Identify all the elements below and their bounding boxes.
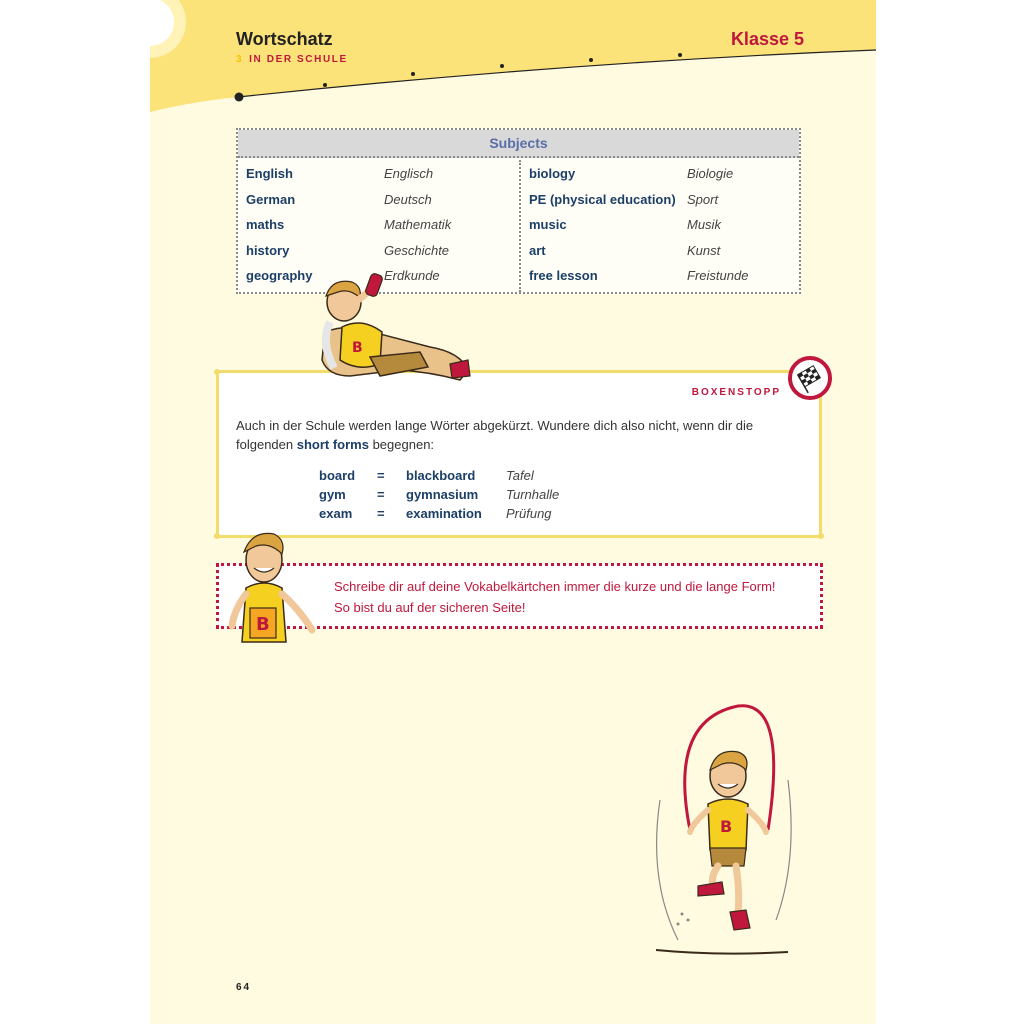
long-form: examination (406, 506, 482, 521)
reclining-character-illustration (310, 272, 472, 390)
vocab-row (521, 237, 801, 263)
tip-text (334, 576, 776, 618)
vocab-english: maths (246, 217, 285, 233)
timeline-dot-active (235, 93, 244, 102)
vocab-german: Biologie (687, 166, 734, 181)
vocab-german: Erdkunde (384, 268, 440, 284)
vocab-row (521, 211, 801, 237)
german-translation: Tafel (506, 468, 534, 483)
vocab-german: Mathematik (384, 217, 452, 233)
jump-rope-character-illustration (648, 700, 798, 962)
short-form: gym (319, 487, 346, 502)
boxenstopp-box (216, 370, 822, 538)
vocab-english: PE (physical education) (529, 191, 676, 207)
checkered-flag-icon (788, 356, 832, 400)
vocab-german: Deutsch (384, 191, 432, 207)
equals-sign: = (377, 506, 385, 521)
grade-label: Klasse 5 (730, 29, 804, 49)
vocab-row (238, 237, 518, 263)
vocab-english: English (246, 166, 293, 181)
long-form: gymnasium (406, 487, 479, 502)
german-translation: Turnhalle (506, 487, 560, 502)
subjects-left-column (238, 160, 518, 288)
vocab-german: Geschichte (384, 242, 450, 258)
vocab-row (521, 186, 801, 212)
vocab-english: art (529, 242, 546, 258)
vocab-german: Kunst (687, 242, 721, 258)
vocab-row (238, 186, 518, 212)
vocab-english: free lesson (529, 268, 598, 284)
short-form: board (319, 468, 356, 483)
section-subtitle (236, 54, 348, 65)
page-title: Wortschatz (236, 29, 333, 49)
vocab-german: Sport (687, 191, 719, 207)
boxenstopp-text (236, 416, 796, 454)
pointing-character-illustration (228, 530, 318, 648)
page-number: 64 (236, 982, 252, 993)
page (150, 0, 876, 1024)
vocab-row (521, 160, 801, 186)
boxenstopp-text-strong: short forms (296, 437, 369, 452)
vocab-english: German (246, 191, 296, 207)
svg-text:B: B (720, 817, 733, 836)
long-form: blackboard (406, 468, 476, 483)
tip-line-2: So bist du auf der sicheren Seite! (334, 600, 526, 615)
boxenstopp-text-part2: begegnen: (368, 437, 435, 452)
vocab-row (238, 211, 518, 237)
subjects-table (236, 128, 801, 294)
header-band (150, 0, 876, 130)
svg-text:B: B (256, 614, 270, 635)
short-form: exam (319, 506, 353, 521)
equals-sign: = (377, 487, 385, 502)
boxenstopp-text-part1: Auch in der Schule werden lange Wörter abgekürzt. Wundere dich also nicht, wenn dir die folgenden (236, 418, 754, 452)
vocab-row (238, 160, 518, 186)
vocab-row (521, 262, 801, 288)
german-translation: Prüfung (506, 506, 552, 521)
tip-line-1: Schreibe dir auf deine Vokabelkärtchen immer die kurze und die lange Form! (334, 579, 776, 594)
vocab-english: history (246, 242, 290, 258)
vocab-german: Englisch (384, 166, 434, 181)
vocab-english: biology (529, 166, 576, 181)
vocab-english: geography (246, 268, 313, 284)
section-title: IN DER SCHULE (249, 54, 348, 65)
boxenstopp-label: BOXENSTOPP (691, 387, 781, 398)
equals-sign: = (377, 468, 385, 483)
section-number: 3 (236, 54, 244, 65)
svg-text:B: B (352, 340, 363, 356)
subjects-right-column (519, 160, 801, 292)
vocab-german: Musik (687, 217, 721, 233)
vocab-english: music (529, 217, 567, 233)
vocab-german: Freistunde (687, 268, 749, 284)
subjects-heading: Subjects (238, 130, 799, 158)
